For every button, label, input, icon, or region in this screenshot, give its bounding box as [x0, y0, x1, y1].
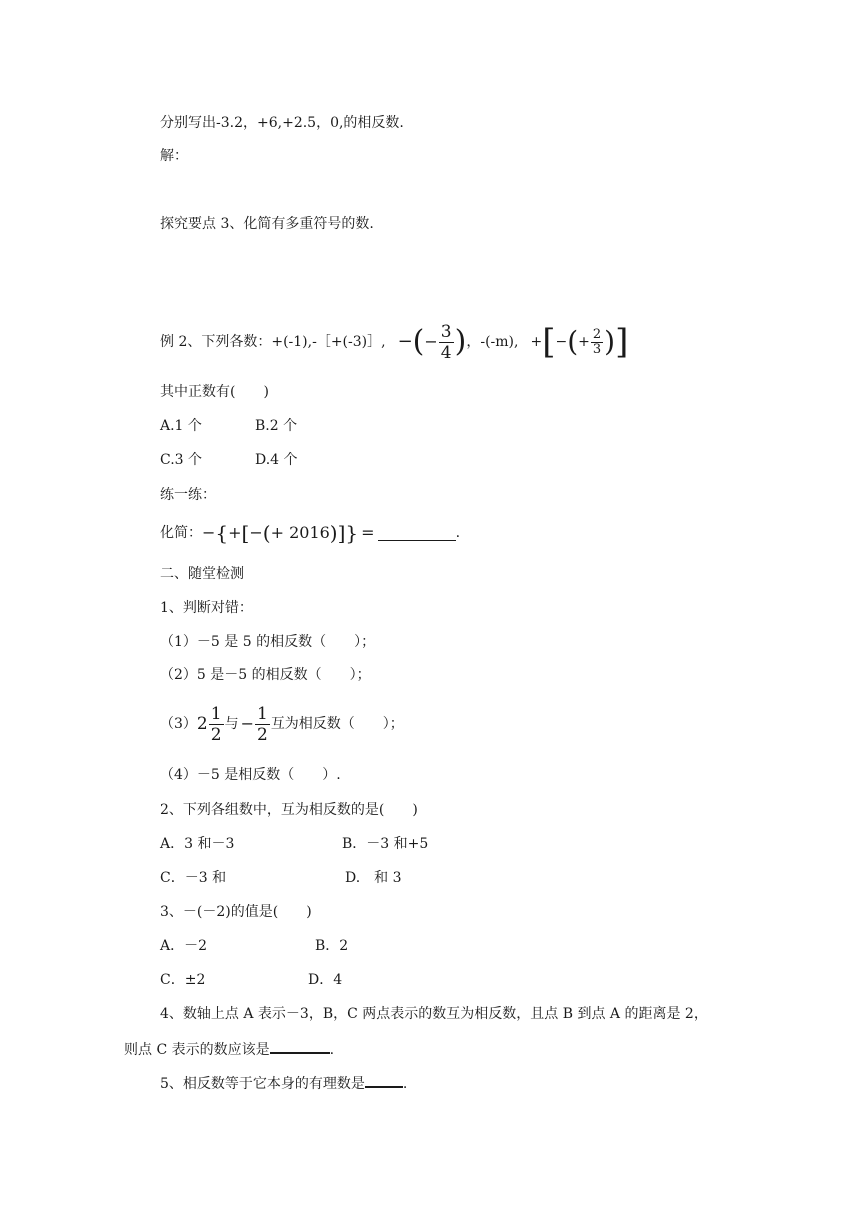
- option-c: C.3 个: [160, 452, 203, 468]
- question-3-option-a: A．－2: [160, 938, 208, 954]
- simplify-exercise: 化简： − { + [ − ( + 2016 ) ] } = .: [160, 521, 461, 545]
- section-2-title: 二、随堂检测: [160, 566, 244, 582]
- fraction-three-fourths: $\frac{3}{4}$: [440, 321, 452, 363]
- option-a: A.1 个: [160, 418, 202, 434]
- question-4-answer-blank[interactable]: [270, 1038, 330, 1054]
- solution-label: 解：: [160, 148, 188, 164]
- fraction-two-thirds: $\frac{2}{3}$: [592, 326, 602, 357]
- key-point-3: 探究要点 3、化简有多重符号的数.: [160, 216, 374, 232]
- simplify-label: 化简：: [160, 525, 202, 541]
- question-1-2: （2）5 是－5 的相反数（ ）；: [160, 667, 371, 683]
- fraction-one-half-mixed: $\frac{1}{2}$: [210, 703, 222, 745]
- option-b: B.2 个: [255, 418, 298, 434]
- question-3-option-c: C．±2: [160, 972, 206, 988]
- question-1-4: （4）－5 是相反数（ ）.: [160, 767, 341, 783]
- question-2: 2、下列各组数中，互为相反数的是( ): [160, 802, 418, 818]
- question-2-option-c: C．－3 和: [160, 870, 227, 886]
- question-5-answer-blank[interactable]: [365, 1072, 403, 1088]
- option-d: D.4 个: [255, 452, 298, 468]
- practice-label: 练一练：: [160, 487, 216, 503]
- simplify-number: 2016: [289, 523, 330, 542]
- example-2-middle: ，-(-m),: [466, 334, 519, 350]
- question-3: 3、－(－2)的值是( ): [160, 904, 312, 920]
- fraction-one-half: $\frac{1}{2}$: [256, 703, 268, 745]
- question-2-option-a: A．3 和－3: [160, 836, 235, 852]
- example-2: 例 2、下列各数：+(-1),-［+(-3)］, − ( − $\frac{3}{4}$ ) ，-(-m), + [ − ( + $\frac{2}{3}$ ) ]: [160, 321, 629, 363]
- question-3-option-b: B．2: [315, 938, 349, 954]
- question-2-option-b: B．－3 和+5: [342, 836, 429, 852]
- question-1-3: （3） 2 $\frac{1}{2}$ 与 − $\frac{1}{2}$ 互为相反数（ ）；: [160, 703, 404, 745]
- question-3-option-d: D．4: [308, 972, 343, 988]
- question-5: 5、相反数等于它本身的有理数是 .: [160, 1072, 407, 1094]
- question-2-option-d: D. 和 3: [345, 870, 402, 886]
- question-4-line-1: 4、数轴上点 A 表示－3，B，C 两点表示的数互为相反数，且点 B 到点 A 的距离是 2，: [160, 1006, 708, 1022]
- exercise-opposites: 分别写出-3.2，+6,+2.5，0,的相反数.: [160, 115, 404, 131]
- question-1: 1、判断对错：: [160, 600, 253, 616]
- example-2-prefix: 例 2、下列各数：+(-1),-［+(-3)］,: [160, 334, 386, 350]
- question-1-1: （1）－5 是 5 的相反数（ ）；: [160, 634, 376, 650]
- question-4-line-2: 则点 C 表示的数应该是 .: [124, 1038, 334, 1060]
- simplify-answer-blank[interactable]: [378, 526, 456, 541]
- example-2-question: 其中正数有( ): [160, 384, 269, 400]
